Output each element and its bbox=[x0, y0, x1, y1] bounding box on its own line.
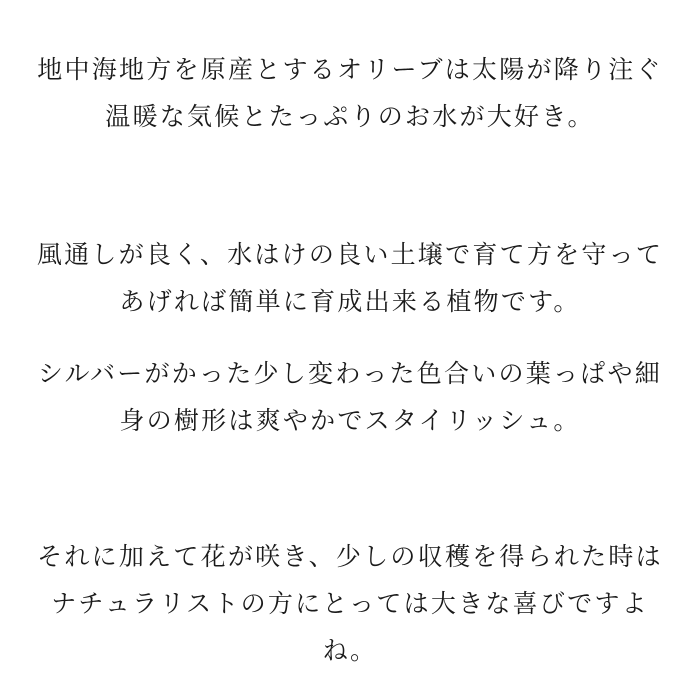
paragraph-1: 地中海地方を原産とするオリーブは太陽が降り注ぐ温暖な気候とたっぷりのお水が大好き。 bbox=[37, 56, 663, 131]
paragraph-spacer-3 bbox=[26, 470, 674, 509]
paragraph-3: シルバーがかった少し変わった色合いの葉っぱや細身の樹形は爽やかでスタイリッシュ。 bbox=[37, 359, 663, 435]
paragraph-4: それに加えて花が咲き、少しの収穫を得られた時はナチュラリストの方にとっては大きな喜びですよね。 bbox=[37, 543, 663, 665]
paragraph-2: 風通しが良く、水はけの良い土壌で育て方を守ってあげれば簡単に育成出来る植物です。 bbox=[36, 240, 664, 316]
paragraph-spacer-1 bbox=[26, 166, 674, 207]
